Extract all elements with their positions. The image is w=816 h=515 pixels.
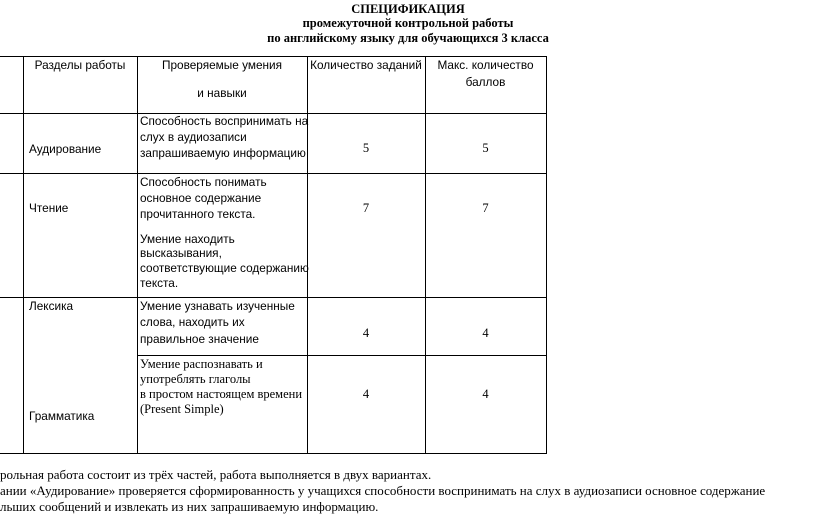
skill-text-line: Способность понимать xyxy=(140,175,267,189)
document-subtitle-grade: по английскому языку для обучающихся 3 класса xyxy=(267,31,549,45)
skill-text-line: основное содержание xyxy=(140,191,262,205)
tasks-count: 4 xyxy=(362,326,370,340)
column-divider xyxy=(23,56,24,454)
header-max-points: Макс. количество xyxy=(437,58,534,72)
skill-text-line: запрашиваемую информацию xyxy=(140,146,306,160)
section-reading: Чтение xyxy=(29,201,69,215)
table-border-bottom xyxy=(0,453,547,454)
skill-text-line: употреблять глаголы xyxy=(140,372,251,386)
tasks-count: 7 xyxy=(362,201,370,215)
body-text-line: ании «Аудирование» проверяется сформированность у учащихся способности воспринимать на слух в аудиозаписи основное содержание xyxy=(0,483,766,498)
skill-text-line: в простом настоящем времени xyxy=(140,387,303,401)
row-divider xyxy=(0,297,547,298)
skill-text-line: слух в аудиозаписи xyxy=(140,130,247,144)
table-border-right xyxy=(546,56,547,454)
tasks-count: 4 xyxy=(362,387,370,401)
header-tasks: Количество заданий xyxy=(310,58,422,72)
max-points: 4 xyxy=(482,387,489,401)
document-subtitle: промежуточной контрольной работы xyxy=(302,16,514,30)
skill-text-line: Способность воспринимать на xyxy=(140,114,309,128)
skill-text-line: Умение узнавать изученные xyxy=(140,299,295,313)
skill-text-line: Умение распознавать и xyxy=(140,357,263,371)
tasks-count: 5 xyxy=(362,141,370,155)
table-border-top xyxy=(0,56,547,57)
skill-text-line: высказывания, xyxy=(140,246,222,260)
header-skills: Проверяемые умения xyxy=(161,58,283,72)
skill-text-line: текста. xyxy=(140,276,179,290)
section-listening: Аудирование xyxy=(29,142,102,156)
row-divider xyxy=(0,173,547,174)
max-points: 5 xyxy=(482,141,489,155)
skill-text-line: правильное значение xyxy=(140,332,259,346)
skill-text-line: (Present Simple) xyxy=(140,402,224,416)
skill-text-line: соответствующие содержанию xyxy=(140,261,309,275)
section-grammar: Грамматика xyxy=(29,409,95,423)
row-divider xyxy=(137,355,547,356)
max-points: 7 xyxy=(482,201,489,215)
header-max-points-cont: баллов xyxy=(465,75,506,89)
skill-text-line: Умение находить xyxy=(140,232,235,246)
body-text-line: рольная работа состоит из трёх частей, работа выполняется в двух вариантах. xyxy=(0,467,432,482)
skill-text-line: слова, находить их xyxy=(140,315,245,329)
max-points: 4 xyxy=(482,326,489,340)
header-skills-cont: и навыки xyxy=(197,86,247,100)
skill-text-line: прочитанного текста. xyxy=(140,207,256,221)
document-title: СПЕЦИФИКАЦИЯ xyxy=(351,2,465,16)
header-sections: Разделы работы xyxy=(34,58,126,72)
body-text-line: льших сообщений и извлекать из них запрашиваемую информацию. xyxy=(0,499,379,514)
section-vocabulary: Лексика xyxy=(29,299,74,313)
column-divider xyxy=(137,56,138,454)
